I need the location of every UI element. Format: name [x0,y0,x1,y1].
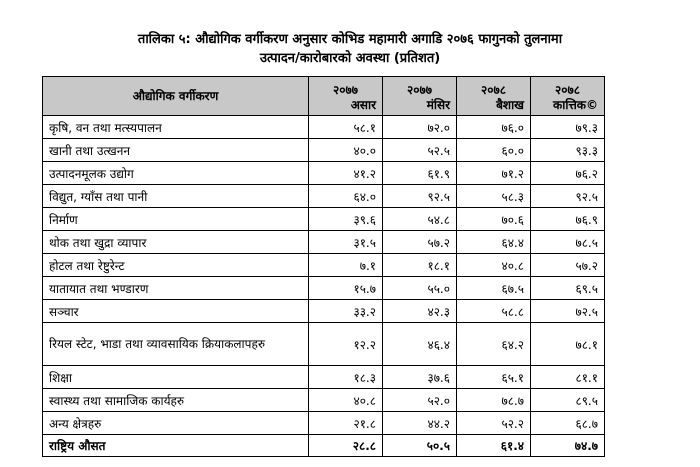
row-value: ३७.६ [383,366,457,389]
row-category: राष्ट्रिय औसत [43,435,309,457]
row-value: ७६.२ [531,162,605,185]
header-col-2 [383,77,457,116]
row-value: १८.३ [309,366,383,389]
row-value: ४१.२ [309,162,383,185]
header-col-1 [309,77,383,116]
row-value: ७४.७ [531,435,605,457]
table-row [43,139,605,162]
row-category: होटल तथा रेष्टुरेन्ट [43,254,309,277]
row-category: रियल स्टेट, भाडा तथा व्यावसायिक क्रियाकलापहरु [43,323,309,366]
row-value: ५२.२ [457,412,531,435]
industry-table [42,76,605,457]
row-value: ७०.६ [457,208,531,231]
row-value: १२.२ [309,323,383,366]
row-value: ५४.८ [383,208,457,231]
row-value: ७१.२ [457,162,531,185]
table-title [0,30,700,68]
row-value: ७६.० [457,116,531,139]
header-month: असार [350,98,376,112]
table-row [43,208,605,231]
row-value: ७८.१ [531,323,605,366]
header-year: २०७७ [407,83,432,97]
row-category: सञ्चार [43,300,309,323]
table-row [43,366,605,389]
row-value: ७८.५ [531,231,605,254]
row-value: ७८.७ [457,389,531,412]
row-category: शिक्षा [43,366,309,389]
header-col-3 [457,77,531,116]
row-category: खानी तथा उत्खनन [43,139,309,162]
row-value: ५७.२ [531,254,605,277]
row-value: ७.१ [309,254,383,277]
table-row [43,412,605,435]
table-row [43,185,605,208]
row-value: २१.८ [309,412,383,435]
row-value: ७९.३ [531,116,605,139]
row-value: ८९.५ [531,389,605,412]
row-value: ५२.५ [383,139,457,162]
header-year: २०७८ [481,83,506,97]
row-value: ४२.३ [383,300,457,323]
title-line-1: तालिका ५: औद्योगिक वर्गीकरण अनुसार कोभिड महामारी अगाडि २०७६ फागुनको तुलनामा [137,32,563,47]
row-value: ४०.८ [309,389,383,412]
row-value: ५२.० [383,389,457,412]
row-value: ४४.२ [383,412,457,435]
row-category: निर्माण [43,208,309,231]
row-value: ६१.४ [457,435,531,457]
table-row [43,162,605,185]
row-value: ७६.९ [531,208,605,231]
row-value: ३३.२ [309,300,383,323]
header-month: कात्तिक© [553,98,598,112]
row-value: ७२.५ [531,300,605,323]
table-row [43,231,605,254]
row-category: यातायात तथा भण्डारण [43,277,309,300]
row-value: ६४.४ [457,231,531,254]
row-value: ५७.२ [383,231,457,254]
row-value: ५५.० [383,277,457,300]
title-line-2: उत्पादन/कारोबारको अवस्था (प्रतिशत) [259,51,441,66]
row-value: ३९.६ [309,208,383,231]
row-value: ५८.८ [457,300,531,323]
header-col-4 [531,77,605,116]
row-value: ६४.० [309,185,383,208]
row-value: ६०.० [457,139,531,162]
row-value: ६९.५ [531,277,605,300]
table-row [43,389,605,412]
row-value: १८.१ [383,254,457,277]
row-value: ५०.५ [383,435,457,457]
row-category: उत्पादनमूलक उद्योग [43,162,309,185]
table-row [43,254,605,277]
row-category: विद्युत, ग्याँस तथा पानी [43,185,309,208]
row-value: ६८.७ [531,412,605,435]
table-row [43,300,605,323]
row-value: ८१.१ [531,366,605,389]
row-value: ४६.४ [383,323,457,366]
header-year: २०७७ [333,83,358,97]
header-year: २०७८ [555,83,580,97]
row-value: ४०.० [309,139,383,162]
table-row [43,323,605,366]
row-value: ५८.१ [309,116,383,139]
header-category: औद्योगिक वर्गीकरण [43,77,309,116]
row-value: ६४.२ [457,323,531,366]
row-category: स्वास्थ्य तथा सामाजिक कार्यहरु [43,389,309,412]
header-month: बैशाख [496,98,524,112]
header-row [43,77,605,116]
table-row [43,277,605,300]
row-value: ४०.८ [457,254,531,277]
row-value: ६७.५ [457,277,531,300]
header-month: मंसिर [426,98,450,112]
row-value: ७२.० [383,116,457,139]
row-value: ९३.३ [531,139,605,162]
row-category: थोक तथा खुद्रा व्यापार [43,231,309,254]
row-value: ९२.५ [531,185,605,208]
row-category: अन्य क्षेत्रहरु [43,412,309,435]
row-value: ६१.९ [383,162,457,185]
row-value: ९२.५ [383,185,457,208]
row-value: ५८.३ [457,185,531,208]
row-value: २८.८ [309,435,383,457]
row-value: १५.७ [309,277,383,300]
total-row [43,435,605,457]
row-value: ३१.५ [309,231,383,254]
row-category: कृषि, वन तथा मत्स्यपालन [43,116,309,139]
row-value: ६५.१ [457,366,531,389]
table-row [43,116,605,139]
